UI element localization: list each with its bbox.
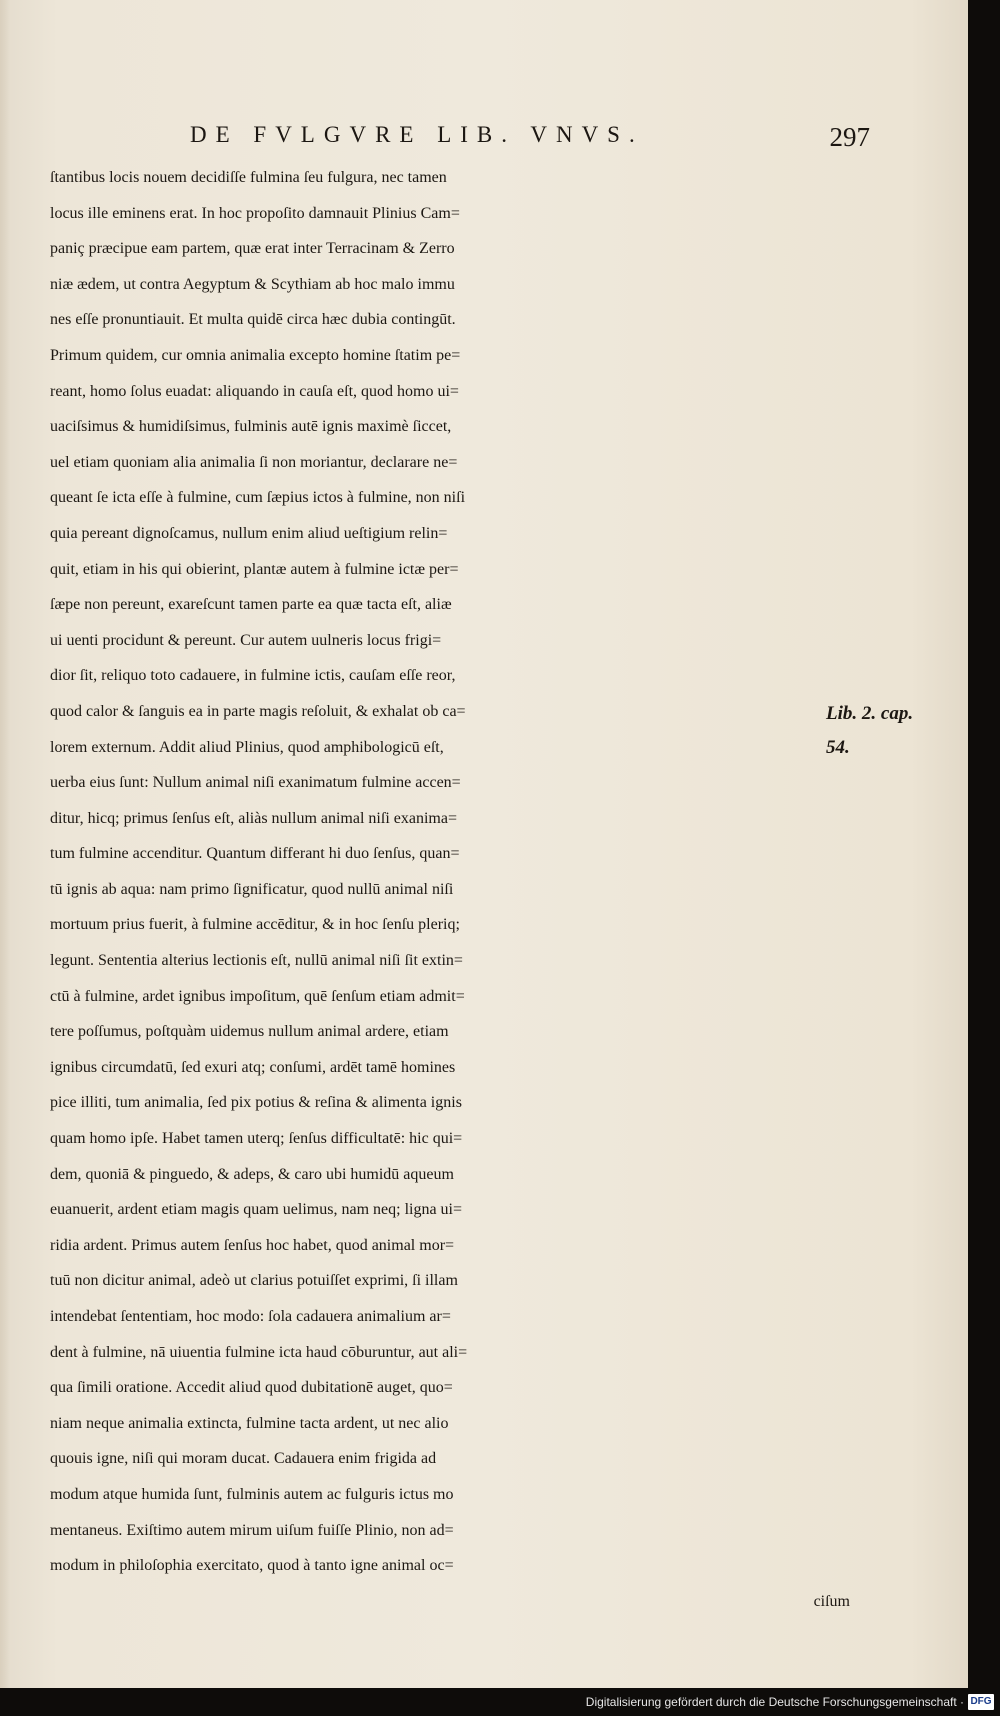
text-line: niæ ædem, ut contra Aegyptum & Scythiam ab hoc malo immu (50, 275, 455, 293)
text-line: dent à fulmine, nā uiuentia fulmine icta haud cōburuntur, aut ali= (50, 1343, 468, 1361)
dfg-logo: DFG (968, 1694, 994, 1710)
text-line: quam homo ipſe. Habet tamen uterq; ſenſus difficultatē: hic qui= (50, 1130, 463, 1148)
text-line: modum atque humida ſunt, fulminis autem ac fulguris ictus mo (50, 1485, 454, 1503)
text-line: ridia ardent. Primus autem ſenſus hoc habet, quod animal mor= (50, 1236, 455, 1254)
text-line: locus ille eminens erat. In hoc propoſito damnauit Plinius Cam= (50, 204, 460, 222)
margin-note (826, 697, 913, 765)
margin-note-line: Lib. 2. cap. (826, 703, 914, 724)
page-gutter-shadow (0, 0, 10, 1688)
text-line: ditur, hicq; primus ſenſus eſt, aliàs nullum animal niſi exanima= (50, 809, 457, 827)
text-line: tere poſſumus, poſtquàm uidemus nullum animal ardere, etiam (50, 1023, 449, 1041)
text-line: reant, homo ſolus euadat: aliquando in cauſa eſt, quod homo ui= (50, 382, 459, 400)
text-line: qua ſimili oratione. Accedit aliud quod dubitationē auget, quo= (50, 1379, 453, 1397)
page-header (50, 122, 870, 158)
text-line: tum fulmine accenditur. Quantum differant hi duo ſenſus, quan= (50, 845, 460, 863)
text-line: dem, quoniā & pinguedo, & adeps, & caro ubi humidū aqueum (50, 1165, 454, 1183)
text-line: tuū non dicitur animal, adeò ut clarius potuiſſet exprimi, ſi illam (50, 1272, 458, 1290)
text-line: pice illiti, tum animalia, ſed pix potius & reſina & alimenta ignis (50, 1094, 462, 1112)
text-line: quit, etiam in his qui obierint, plantæ autem à fulmine ictæ per= (50, 560, 459, 578)
text-line: ſæpe non pereunt, exareſcunt tamen parte ea quæ tacta eſt, aliæ (50, 596, 452, 614)
text-line: paniç præcipue eam partem, quæ erat inter Terracinam & Zerro (50, 240, 455, 258)
text-line: uaciſsimus & humidiſsimus, fulminis autē ignis maximè ſiccet, (50, 418, 452, 436)
text-line: tū ignis ab aqua: nam primo ſignificatur, quod nullū animal niſi (50, 880, 454, 898)
text-line: dior ſit, reliquo toto cadauere, in fulmine ictis, cauſam eſſe reor, (50, 667, 456, 685)
page-number: 297 (829, 122, 870, 152)
running-title: DE FVLGVRE LIB. VNVS. (190, 122, 644, 147)
text-line: legunt. Sententia alterius lectionis eſt, nullū animal niſi ſit extin= (50, 952, 463, 970)
text-line: Primum quidem, cur omnia animalia excepto homine ſtatim pe= (50, 346, 461, 364)
text-line: ignibus circumdatū, ſed exuri atq; conſumi, ardēt tamē homines (50, 1058, 456, 1076)
body-text (50, 160, 900, 1619)
text-line: uel etiam quoniam alia animalia ſi non moriantur, declarare ne= (50, 453, 458, 471)
text-line: uerba eius ſunt: Nullum animal niſi exanimatum fulmine accen= (50, 774, 461, 792)
text-line: modum in philoſophia exercitato, quod à tanto igne animal oc= (50, 1557, 454, 1575)
digitization-credit: Digitalisierung gefördert durch die Deutsche Forschungsgemeinschaft · (585, 1695, 964, 1709)
text-line: mentaneus. Exiſtimo autem mirum uiſum fuiſſe Plinio, non ad= (50, 1521, 454, 1539)
margin-note-line: 54. (826, 737, 850, 758)
text-line: euanuerit, ardent etiam magis quam uelimus, nam neq; ligna ui= (50, 1201, 463, 1219)
text-line: quod calor & ſanguis ea in parte magis reſoluit, & exhalat ob ca= (50, 702, 466, 720)
text-line: mortuum prius fuerit, à fulmine accēditur, & in hoc ſenſu pleriq; (50, 916, 460, 934)
text-line: intendebat ſententiam, hoc modo: ſola cadauera animalium ar= (50, 1308, 451, 1325)
text-line: niam neque animalia extincta, fulmine tacta ardent, ut nec alio (50, 1414, 449, 1432)
text-line: ctū à fulmine, ardet ignibus impoſitum, quē ſenſum etiam admit= (50, 987, 465, 1005)
catchword: ciſum (813, 1592, 850, 1610)
text-line: quouis igne, niſi qui moram ducat. Cadauera enim frigida ad (50, 1450, 437, 1468)
text-line: quia pereant dignoſcamus, nullum enim aliud ueſtigium relin= (50, 524, 448, 542)
text-line: queant ſe icta eſſe à fulmine, cum ſæpius ictos à fulmine, non niſi (50, 489, 466, 507)
text-line: lorem externum. Addit aliud Plinius, quod amphibologicū eſt, (50, 738, 444, 756)
text-line: ui uenti procidunt & pereunt. Cur autem uulneris locus frigi= (50, 631, 442, 649)
text-line: nes eſſe pronuntiauit. Et multa quidē circa hæc dubia contingūt. (50, 311, 456, 329)
text-line: ſtantibus locis nouem decidiſſe fulmina ſeu fulgura, nec tamen (50, 169, 447, 186)
